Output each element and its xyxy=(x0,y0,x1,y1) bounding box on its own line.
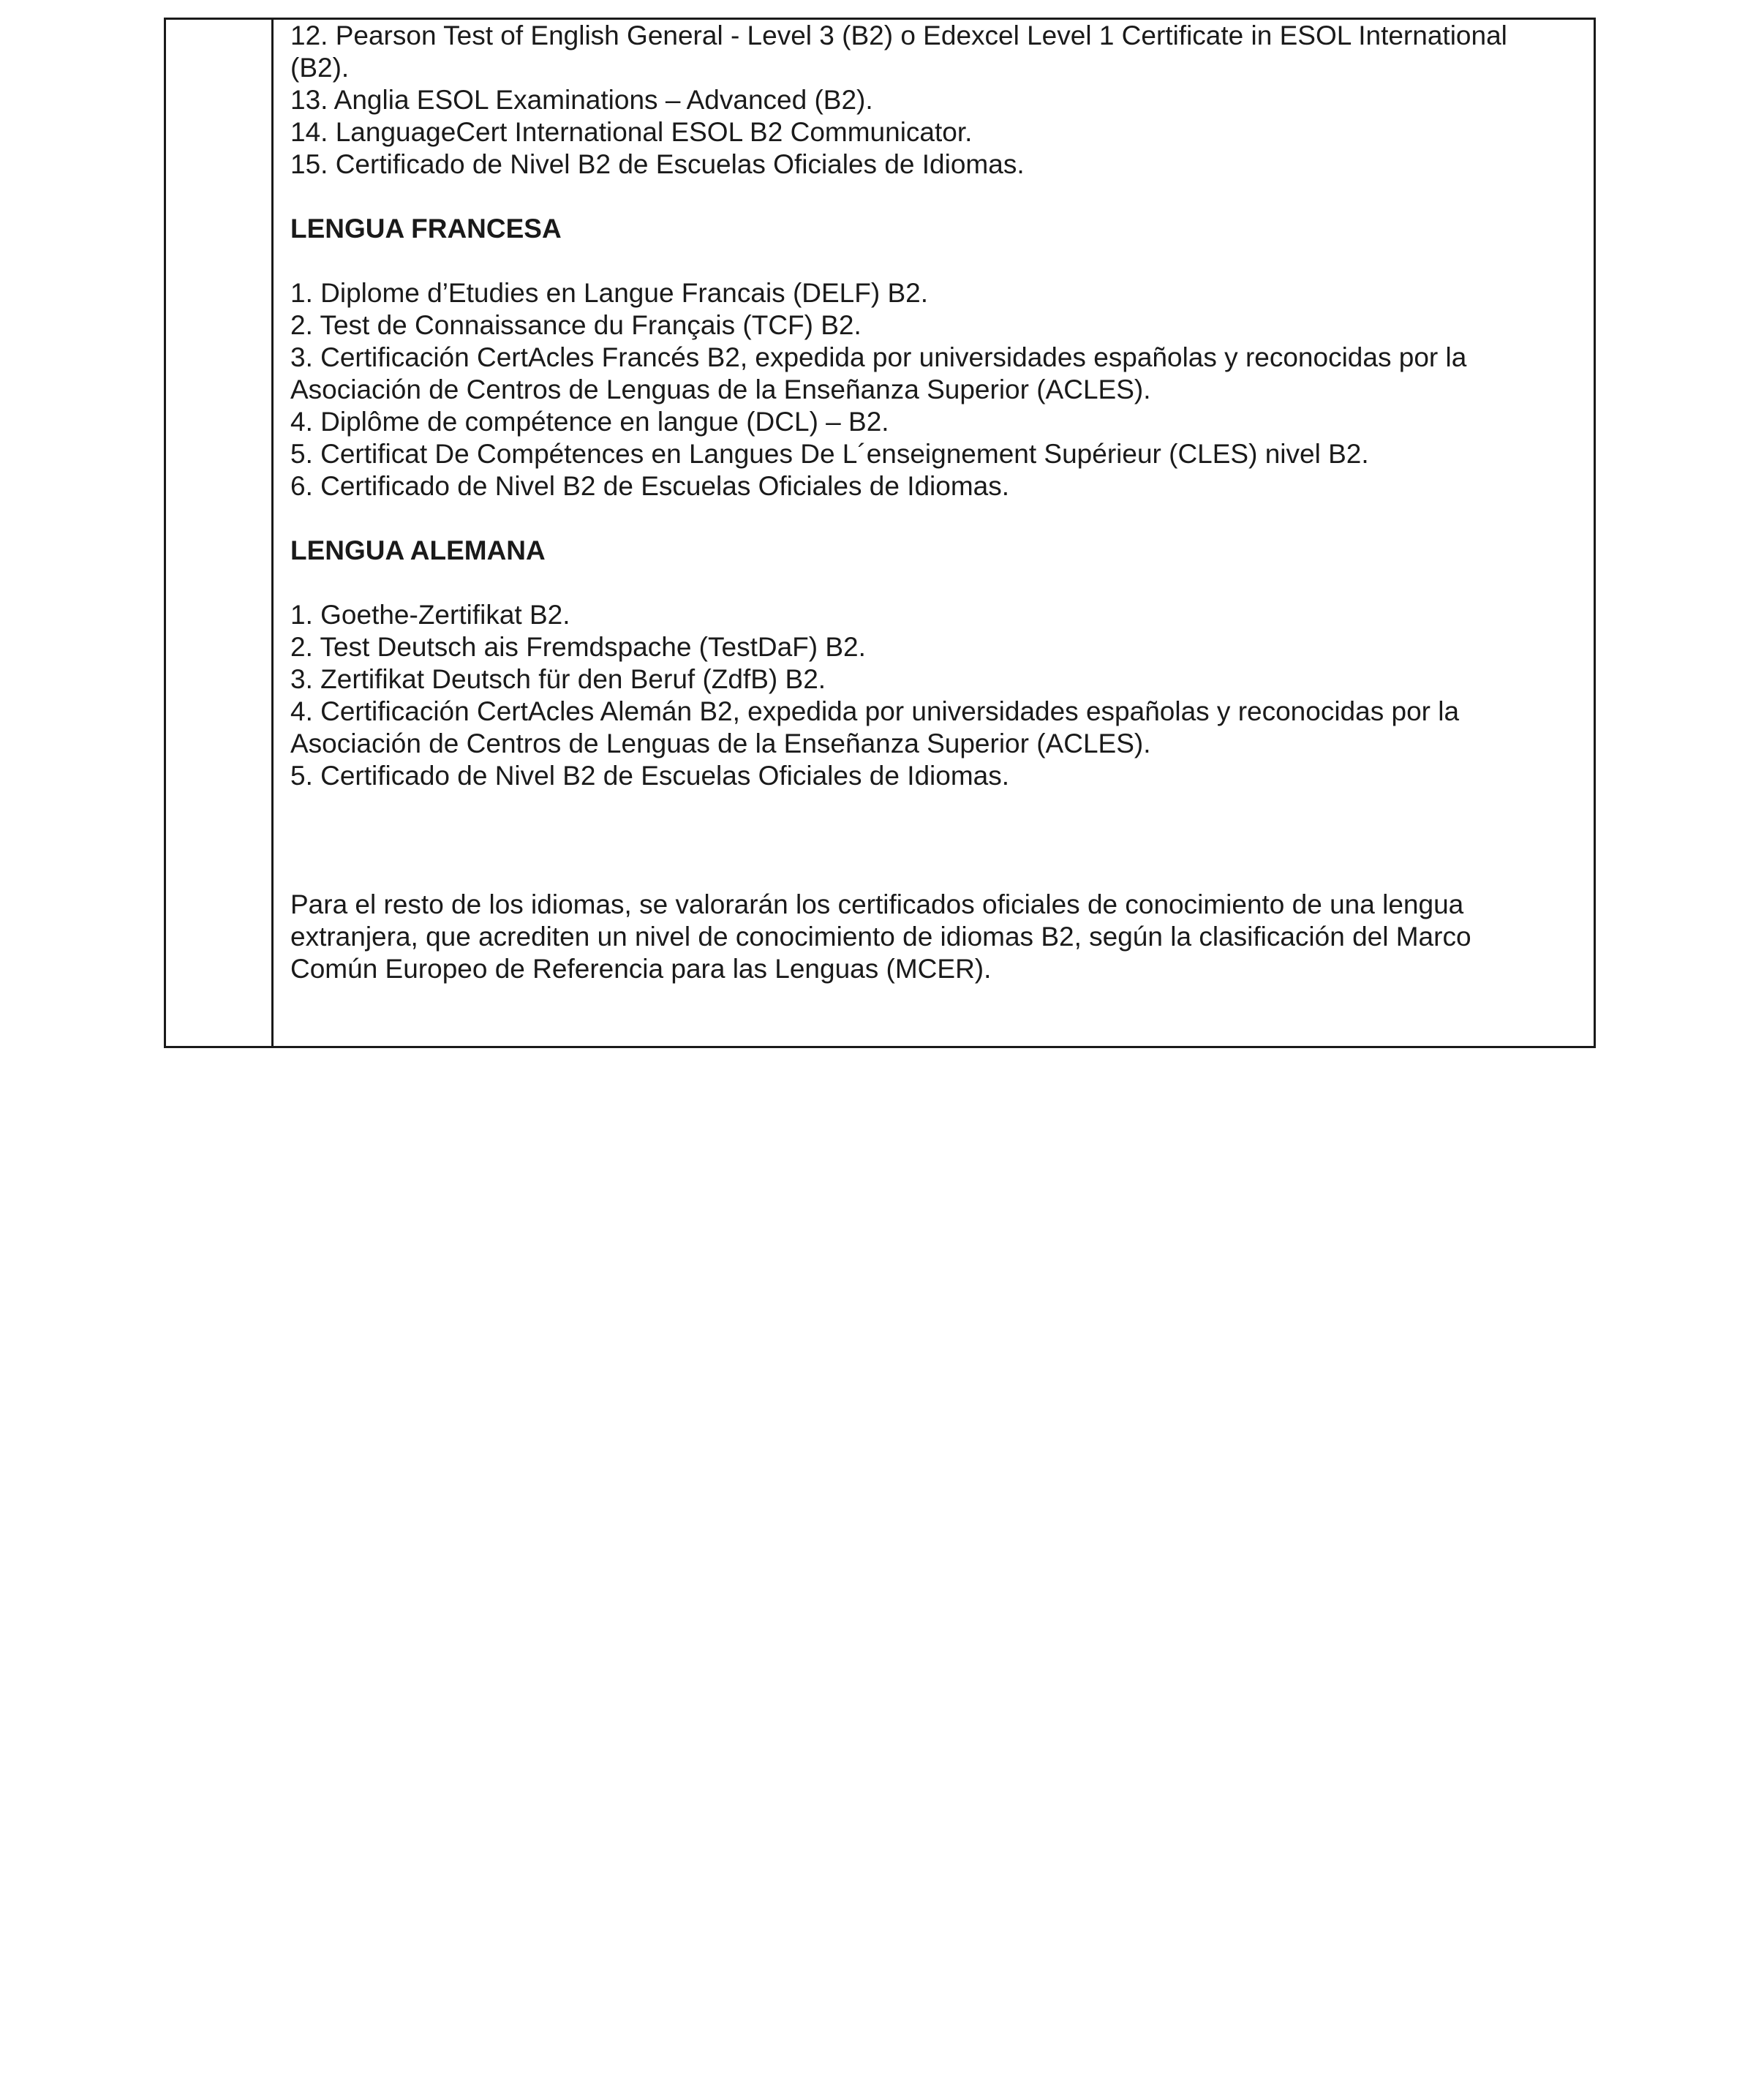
list-item: 15. Certificado de Nivel B2 de Escuelas Oficiales de Idiomas. xyxy=(290,149,1025,179)
spacer xyxy=(290,181,1578,213)
list-item: 14. LanguageCert International ESOL B2 Communicator. xyxy=(290,117,973,147)
list-item: 4. Diplôme de compétence en langue (DCL) – B2. xyxy=(290,407,889,437)
list-item: 2. Test Deutsch ais Fremdspache (TestDaF) B2. xyxy=(290,632,866,662)
paragraph-line: Común Europeo de Referencia para las Lenguas (MCER). xyxy=(290,954,992,984)
table-left-column xyxy=(166,20,274,1046)
table-content-cell xyxy=(290,20,1578,985)
list-item: 3. Certificación CertAcles Francés B2, expedida por universidades españolas y reconocidas por la xyxy=(290,342,1467,372)
paragraph-line: Para el resto de los idiomas, se valorarán los certificados oficiales de conocimiento de una lengua xyxy=(290,889,1464,919)
french-section-title: LENGUA FRANCESA xyxy=(290,214,562,244)
english-certificates-list xyxy=(290,20,1578,181)
list-item: 6. Certificado de Nivel B2 de Escuelas Oficiales de Idiomas. xyxy=(290,471,1010,501)
certificates-table xyxy=(164,18,1596,1048)
german-certificates-list xyxy=(290,599,1578,792)
list-item: Asociación de Centros de Lenguas de la Enseñanza Superior (ACLES). xyxy=(290,728,1151,758)
french-certificates-list xyxy=(290,277,1578,502)
list-item: 1. Diplome d’Etudies en Langue Francais (DELF) B2. xyxy=(290,278,928,308)
list-item: 3. Zertifikat Deutsch für den Beruf (ZdfB) B2. xyxy=(290,664,826,694)
list-item: Asociación de Centros de Lenguas de la Enseñanza Superior (ACLES). xyxy=(290,374,1151,404)
list-item: 2. Test de Connaissance du Français (TCF) B2. xyxy=(290,310,862,340)
spacer xyxy=(290,245,1578,277)
list-item: 5. Certificat De Compétences en Langues De L´enseignement Supérieur (CLES) nivel B2. xyxy=(290,439,1369,469)
list-item: 1. Goethe-Zertifikat B2. xyxy=(290,600,570,630)
list-item: 4. Certificación CertAcles Alemán B2, expedida por universidades españolas y reconocidas por la xyxy=(290,696,1460,726)
list-item: 13. Anglia ESOL Examinations – Advanced (B2). xyxy=(290,85,873,115)
list-item: 5. Certificado de Nivel B2 de Escuelas Oficiales de Idiomas. xyxy=(290,761,1010,791)
spacer xyxy=(290,567,1578,599)
german-section-title: LENGUA ALEMANA xyxy=(290,535,546,565)
list-item: (B2). xyxy=(290,53,350,83)
closing-paragraph xyxy=(290,889,1578,985)
list-item: 12. Pearson Test of English General - Level 3 (B2) o Edexcel Level 1 Certificate in ESOL International xyxy=(290,20,1507,50)
spacer xyxy=(290,792,1578,889)
paragraph-line: extranjera, que acrediten un nivel de conocimiento de idiomas B2, según la clasificación del Marco xyxy=(290,922,1471,952)
spacer xyxy=(290,502,1578,535)
